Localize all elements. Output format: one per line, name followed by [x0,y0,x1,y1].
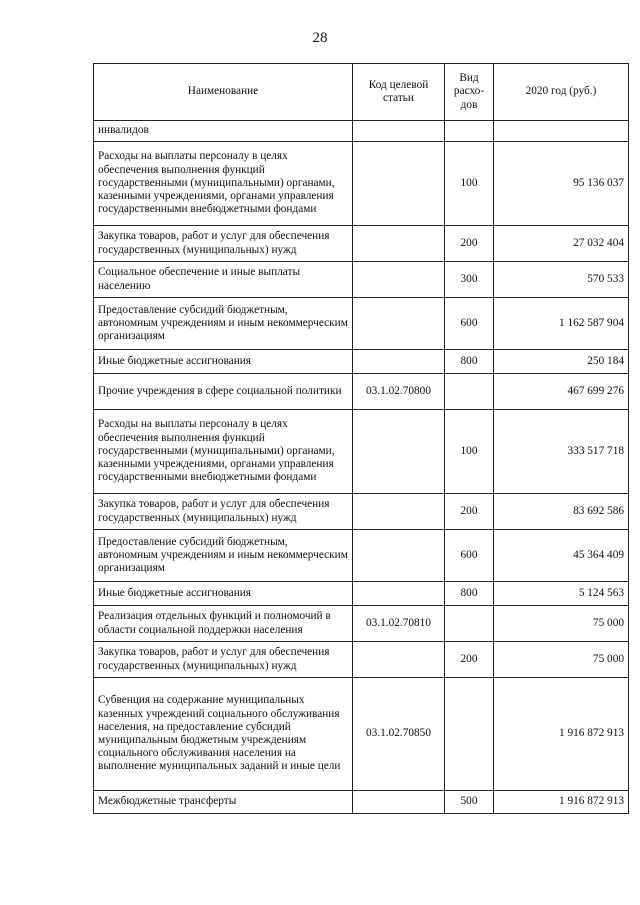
row-name: Иные бюджетные ассигнования [94,582,353,606]
row-type [445,374,494,410]
header-name: Наименование [94,64,353,121]
row-code: 03.1.02.70800 [353,374,445,410]
row-amount: 75 000 [494,606,629,642]
row-amount: 1 916 872 913 [494,791,629,814]
row-name: Расходы на выплаты персоналу в целях обеспечения выполнения функций государственными (муниципальными) органами, казенными учреждениями, органами управления государственными внебюджетными фондами [94,142,353,226]
table-row [94,262,629,298]
row-type: 800 [445,350,494,374]
row-amount: 5 124 563 [494,582,629,606]
row-amount: 27 032 404 [494,226,629,262]
row-code [353,642,445,678]
header-type: Вид расхо-дов [445,64,494,121]
row-name: Субвенция на содержание муниципальных казенных учреждений социального обслуживания населения, на предоставление субсидий муниципальным бюджетным учреждениям социального обслуживания населения на выполнение муниципальных заданий и иные цели [94,678,353,791]
table-row [94,530,629,582]
row-code [353,350,445,374]
row-type: 800 [445,582,494,606]
page-number: 28 [312,30,328,46]
table-row [94,678,629,791]
row-code: 03.1.02.70850 [353,678,445,791]
row-name: Предоставление субсидий бюджетным, автономным учреждениям и иным некоммерческим организациям [94,530,353,582]
row-name: Социальное обеспечение и иные выплаты населению [94,262,353,298]
row-type: 600 [445,530,494,582]
row-amount: 250 184 [494,350,629,374]
row-type: 200 [445,642,494,678]
row-amount: 45 364 409 [494,530,629,582]
row-code [353,142,445,226]
table-header-row [94,64,629,121]
budget-table [93,63,629,814]
row-code [353,582,445,606]
table-row [94,121,629,142]
row-name: Закупка товаров, работ и услуг для обеспечения государственных (муниципальных) нужд [94,494,353,530]
row-code [353,226,445,262]
table-row [94,791,629,814]
row-amount: 75 000 [494,642,629,678]
row-code [353,410,445,494]
row-amount: 95 136 037 [494,142,629,226]
row-type: 600 [445,298,494,350]
row-code [353,791,445,814]
row-code [353,530,445,582]
row-name: Межбюджетные трансферты [94,791,353,814]
row-name: Реализация отдельных функций и полномочий в области социальной поддержки населения [94,606,353,642]
row-type [445,121,494,142]
row-amount: 83 692 586 [494,494,629,530]
row-type: 100 [445,410,494,494]
table-row [94,226,629,262]
row-amount: 467 699 276 [494,374,629,410]
row-name: Прочие учреждения в сфере социальной политики [94,374,353,410]
row-name: Закупка товаров, работ и услуг для обеспечения государственных (муниципальных) нужд [94,642,353,678]
table-row [94,606,629,642]
row-type: 100 [445,142,494,226]
row-type: 200 [445,226,494,262]
row-amount: 570 533 [494,262,629,298]
header-code: Код целевой статьи [353,64,445,121]
table-row [94,350,629,374]
table-row [94,374,629,410]
row-amount: 333 517 718 [494,410,629,494]
row-name: Закупка товаров, работ и услуг для обеспечения государственных (муниципальных) нужд [94,226,353,262]
row-code [353,262,445,298]
row-code [353,121,445,142]
table-row [94,142,629,226]
row-amount [494,121,629,142]
row-code: 03.1.02.70810 [353,606,445,642]
row-amount: 1 916 872 913 [494,678,629,791]
header-amount: 2020 год (руб.) [494,64,629,121]
row-name: Иные бюджетные ассигнования [94,350,353,374]
table-row [94,642,629,678]
table-row [94,494,629,530]
row-name: Расходы на выплаты персоналу в целях обеспечения выполнения функций государственными (муниципальными) органами, казенными учреждениями, органами управления государственными внебюджетными фондами [94,410,353,494]
row-code [353,298,445,350]
table-row [94,410,629,494]
row-type: 500 [445,791,494,814]
row-name: Предоставление субсидий бюджетным, автономным учреждениям и иным некоммерческим организациям [94,298,353,350]
row-code [353,494,445,530]
row-amount: 1 162 587 904 [494,298,629,350]
table-row [94,298,629,350]
row-name: инвалидов [94,121,353,142]
row-type [445,606,494,642]
table-row [94,582,629,606]
row-type: 200 [445,494,494,530]
row-type: 300 [445,262,494,298]
row-type [445,678,494,791]
